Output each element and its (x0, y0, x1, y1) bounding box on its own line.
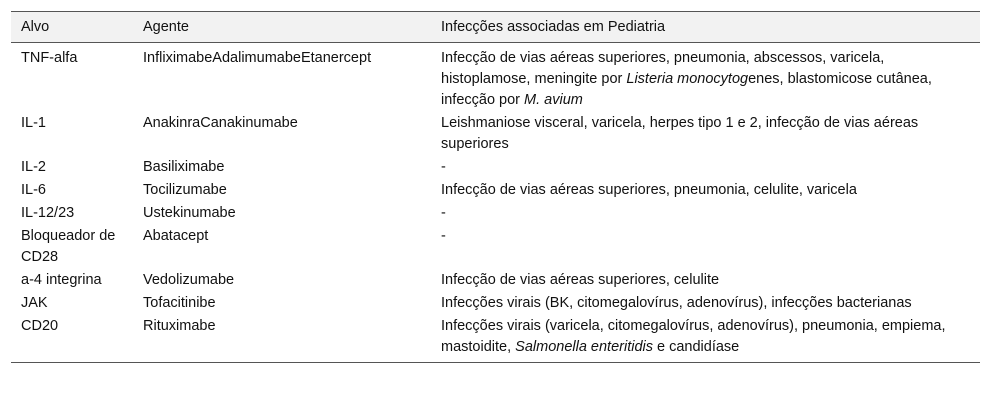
infections-table (11, 11, 980, 363)
table-header (11, 12, 980, 43)
table-row (11, 269, 980, 292)
cell-alvo: IL-1 (21, 115, 46, 131)
cell-agente: InfliximabeAdalimumabeEtanercept (143, 50, 372, 66)
text-segment: - (441, 205, 446, 221)
text-segment: - (441, 228, 446, 244)
cell-alvo: Bloqueador de CD28 (21, 228, 116, 265)
cell-alvo: JAK (21, 295, 48, 311)
text-segment: Infecções virais (BK, citomegalovírus, adenovírus), infecções bacterianas (441, 295, 912, 311)
table-row (11, 112, 980, 156)
cell-alvo: IL-6 (21, 182, 46, 198)
text-segment: Infecção de vias aéreas superiores, pneumonia, abscessos, varicela, histoplamose, meningite por (441, 50, 885, 87)
header-row (11, 12, 980, 43)
cell-alvo: TNF-alfa (21, 50, 78, 66)
header-agente: Agente (133, 12, 431, 43)
table-row (11, 202, 980, 225)
cell-infeccoes (431, 179, 980, 202)
cell-infeccoes (431, 43, 980, 113)
cell-alvo: a-4 integrina (21, 272, 102, 288)
table-row (11, 315, 980, 363)
cell-infeccoes (431, 156, 980, 179)
cell-infeccoes (431, 315, 980, 363)
cell-alvo: IL-2 (21, 159, 46, 175)
header-alvo: Alvo (11, 12, 133, 43)
italic-term: Listeria monocytog (626, 71, 749, 87)
cell-agente: Abatacept (143, 228, 209, 244)
text-segment: Infecção de vias aéreas superiores, celulite (441, 272, 720, 288)
table-row (11, 225, 980, 269)
cell-agente: AnakinraCanakinumabe (143, 115, 298, 131)
table-body (11, 43, 980, 363)
cell-agente: Basiliximabe (143, 159, 225, 175)
text-segment: e candidíase (652, 339, 740, 355)
cell-agente: Ustekinumabe (143, 205, 236, 221)
text-segment: Infecção de vias aéreas superiores, pneumonia, celulite, varicela (441, 182, 857, 198)
cell-alvo: IL-12/23 (21, 205, 75, 221)
cell-infeccoes (431, 225, 980, 269)
cell-infeccoes (431, 269, 980, 292)
text-segment: - (441, 159, 446, 175)
cell-alvo: CD20 (11, 315, 133, 363)
cell-agente: Rituximabe (133, 315, 431, 363)
text-segment: Leishmaniose visceral, varicela, herpes tipo 1 e 2, infecção de vias aéreas superiores (441, 115, 919, 152)
italic-term: Salmonella enteritidis (515, 339, 653, 355)
text-segment: enes, blastomicose cutânea, infecção por (441, 71, 932, 108)
table-row (11, 179, 980, 202)
italic-term: M. avium (524, 92, 583, 108)
cell-agente: Vedolizumabe (143, 272, 235, 288)
cell-infeccoes (431, 112, 980, 156)
header-infeccoes: Infecções associadas em Pediatria (431, 12, 980, 43)
table-row (11, 156, 980, 179)
cell-infeccoes (431, 202, 980, 225)
cell-agente: Tofacitinibe (143, 295, 216, 311)
table-row (11, 292, 980, 315)
cell-agente: Tocilizumabe (143, 182, 227, 198)
table-row (11, 43, 980, 113)
cell-infeccoes (431, 292, 980, 315)
text-segment: Infecções virais (varicela, citomegalovírus, adenovírus), pneumonia, empiema, mastoidite, (441, 318, 946, 355)
